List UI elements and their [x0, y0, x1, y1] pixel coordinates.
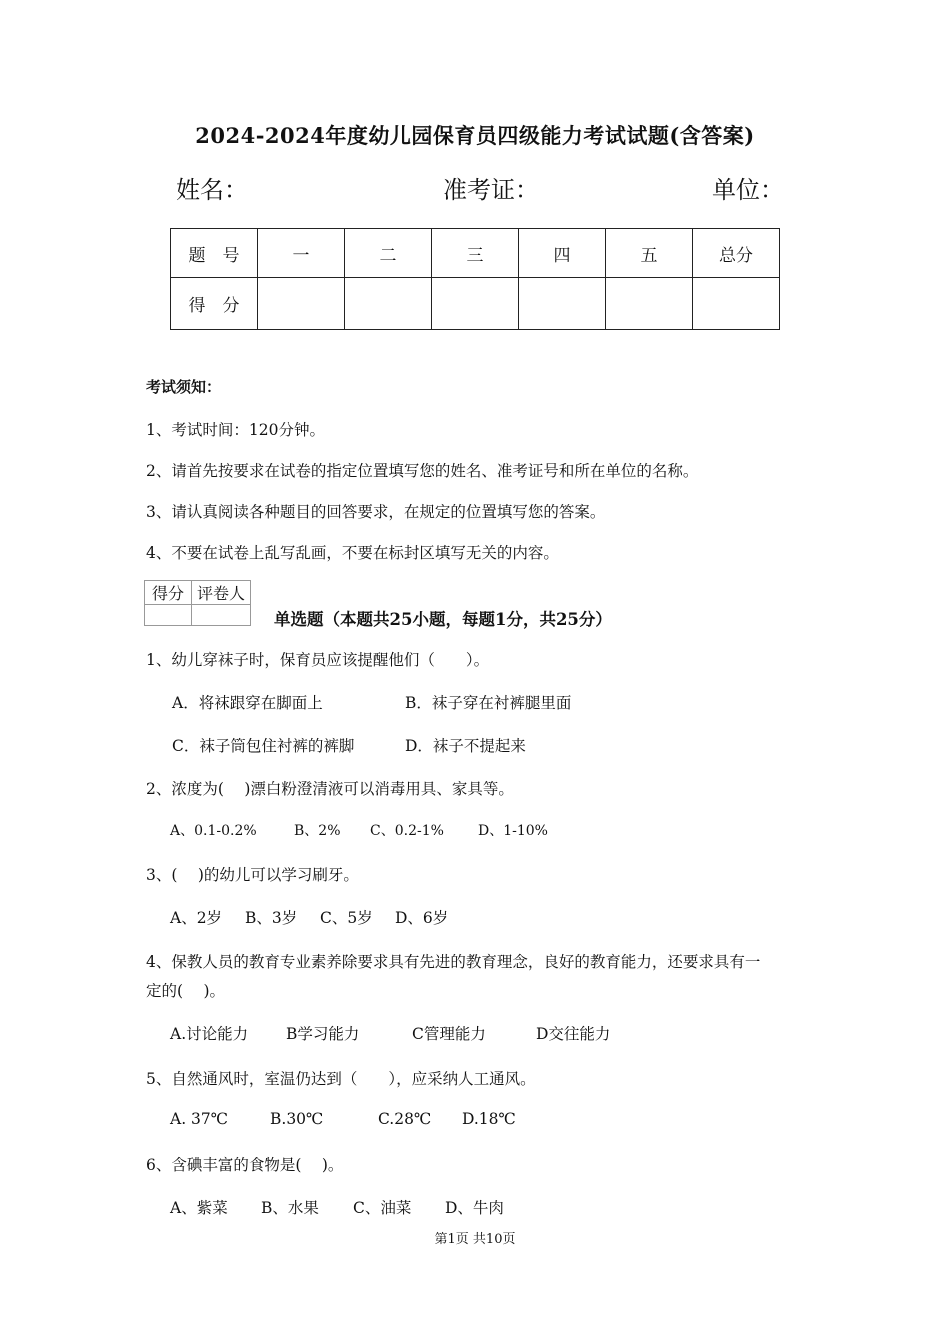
score-cell[interactable]: [345, 278, 432, 330]
question-option: B、3岁: [245, 909, 298, 927]
question-option: A、2岁: [170, 909, 223, 927]
question-option: A.讨论能力: [170, 1025, 249, 1043]
question-option: C管理能力: [412, 1025, 486, 1043]
grader-reviewer-cell[interactable]: [192, 605, 251, 626]
question-stem: 6、含碘丰富的食物是( )。: [146, 1156, 344, 1174]
page-title: 2024-2024年度幼儿园保育员四级能力考试试题(含答案): [195, 123, 755, 148]
score-cell[interactable]: [258, 278, 345, 330]
question-option: A、紫菜: [170, 1199, 228, 1217]
notice-heading: 考试须知：: [146, 378, 222, 396]
page-footer: 第1页 共10页: [434, 1232, 516, 1247]
question-option: B.30℃: [270, 1110, 324, 1128]
notice-item: 1、考试时间：120分钟。: [146, 421, 325, 439]
score-table-header-cell: 五: [606, 229, 693, 278]
question-option: C、5岁: [320, 909, 373, 927]
score-table-header-cell: 二: [345, 229, 432, 278]
question-option: B、2%: [294, 823, 341, 839]
question-option: B、水果: [261, 1199, 319, 1217]
score-table-header-cell: 四: [519, 229, 606, 278]
score-row-label: 得 分: [171, 278, 258, 330]
score-table-score-row: [171, 278, 780, 330]
grader-score-label: 得分: [145, 581, 192, 605]
grader-box: [144, 580, 251, 626]
score-table-header-cell: 题 号: [171, 229, 258, 278]
question-stem: 3、( )的幼儿可以学习刷牙。: [146, 866, 359, 884]
question-stem-continuation: 定的( )。: [146, 982, 226, 1000]
grader-reviewer-label: 评卷人: [192, 581, 251, 605]
notice-item: 4、不要在试卷上乱写乱画，不要在标封区填写无关的内容。: [146, 544, 559, 562]
section-title: 单选题（本题共25小题，每题1分，共25分）: [274, 610, 612, 629]
question-option: D.18℃: [462, 1110, 516, 1128]
exam-number-field-label: 准考证：: [443, 176, 539, 204]
score-table-header-row: [171, 229, 780, 278]
question-option: C．袜子筒包住衬裤的裤脚: [172, 737, 355, 755]
question-option: B学习能力: [286, 1025, 360, 1043]
score-table-header-cell: 三: [432, 229, 519, 278]
question-option: D、6岁: [395, 909, 449, 927]
question-option: D、牛肉: [445, 1199, 504, 1217]
question-option: A、0.1-0.2%: [170, 823, 257, 839]
question-option: A. 37℃: [170, 1110, 229, 1128]
question-option: C、0.2-1%: [370, 823, 444, 839]
unit-field-label: 单位：: [712, 176, 784, 204]
score-table: [170, 228, 780, 330]
notice-item: 3、请认真阅读各种题目的回答要求，在规定的位置填写您的答案。: [146, 503, 606, 521]
question-option: D．袜子不提起来: [405, 737, 526, 755]
score-table-header-cell: 一: [258, 229, 345, 278]
score-cell[interactable]: [693, 278, 780, 330]
score-cell[interactable]: [519, 278, 606, 330]
notice-item: 2、请首先按要求在试卷的指定位置填写您的姓名、准考证号和所在单位的名称。: [146, 462, 699, 480]
question-option: C、油菜: [353, 1199, 412, 1217]
question-option: A．将袜跟穿在脚面上: [172, 694, 323, 712]
question-option: D、1-10%: [478, 823, 548, 839]
question-stem: 4、保教人员的教育专业素养除要求具有先进的教育理念，良好的教育能力，还要求具有一: [146, 953, 761, 971]
score-cell[interactable]: [606, 278, 693, 330]
question-stem: 5、自然通风时，室温仍达到（ ），应采纳人工通风。: [146, 1070, 536, 1088]
score-table-header-cell: 总分: [693, 229, 780, 278]
question-option: D交往能力: [536, 1025, 611, 1043]
score-cell[interactable]: [432, 278, 519, 330]
name-field-label: 姓名：: [176, 176, 248, 204]
grader-score-cell[interactable]: [145, 605, 192, 626]
question-stem: 2、浓度为( )漂白粉澄清液可以消毒用具、家具等。: [146, 780, 514, 798]
question-stem: 1、幼儿穿袜子时，保育员应该提醒他们（ ）。: [146, 651, 490, 669]
question-option: B．袜子穿在衬裤腿里面: [405, 694, 572, 712]
question-option: C.28℃: [378, 1110, 432, 1128]
